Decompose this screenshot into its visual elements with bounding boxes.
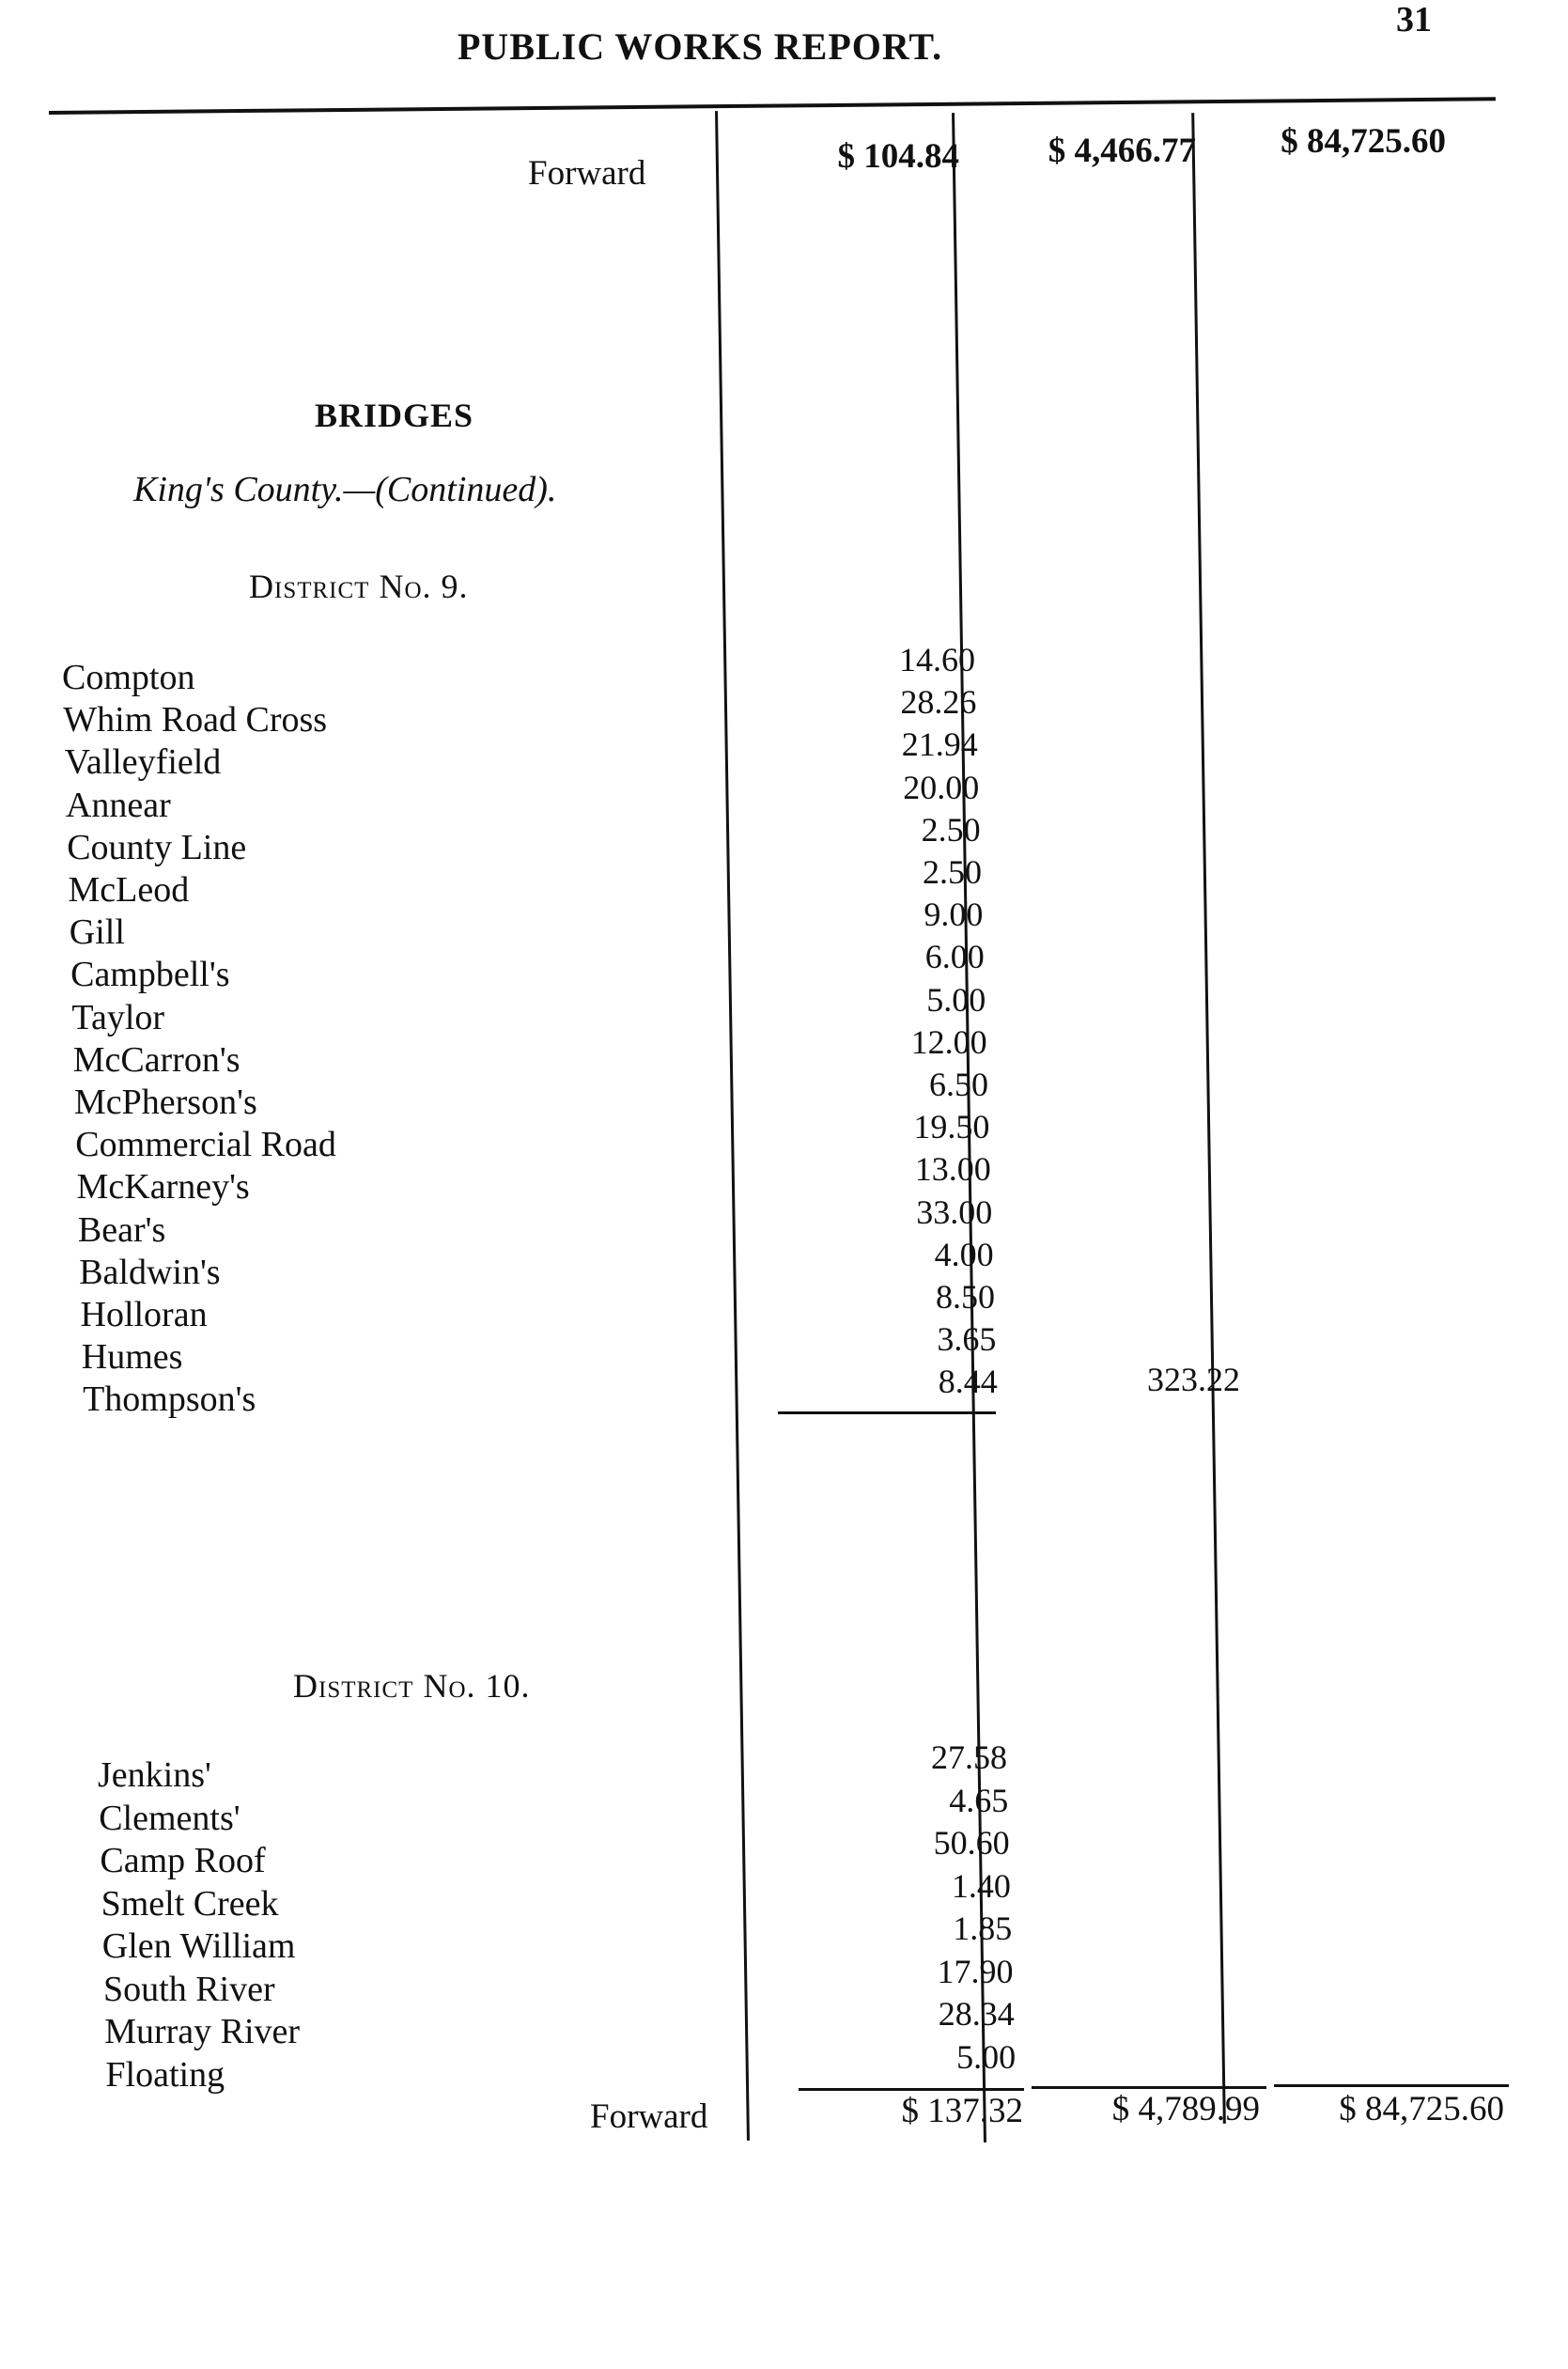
column-rule-3 (1191, 113, 1226, 2124)
forward-top-col1: $ 104.84 (837, 137, 959, 176)
list-item-label: Valleyfield (64, 742, 222, 783)
page-title: PUBLIC WORKS REPORT. (458, 25, 943, 68)
list-item-label: McCarron's (72, 1039, 241, 1080)
district-9-total: 323.22 (1147, 1361, 1240, 1398)
list-item-label: Whim Road Cross (63, 700, 328, 740)
district-9-subtotal-rule (778, 1411, 996, 1414)
list-item-label: Clements' (99, 1798, 241, 1838)
page-number: 31 (1396, 0, 1432, 39)
list-item-amount: 1.85 (953, 1909, 1013, 1947)
list-item-label: McKarney's (76, 1167, 250, 1208)
list-item-amount: 20.00 (903, 768, 980, 806)
forward-label-top: Forward (528, 154, 646, 193)
list-item-amount: 21.94 (901, 725, 978, 764)
list-item-amount: 8.50 (936, 1278, 995, 1316)
list-item-label: Campbell's (70, 955, 230, 995)
list-item-label: McLeod (68, 870, 190, 910)
list-item-label: McPherson's (74, 1083, 257, 1122)
list-item-amount: 17.90 (937, 1952, 1014, 1990)
list-item-amount: 1.40 (951, 1866, 1011, 1905)
list-item-label: Gill (69, 912, 125, 953)
section-title: BRIDGES (315, 397, 474, 434)
district-9-title: District No. 9. (249, 568, 469, 605)
list-item-amount: 8.44 (938, 1363, 998, 1401)
district-10-title: District No. 10. (293, 1667, 531, 1705)
list-item-label: Glen William (101, 1926, 296, 1966)
forward-bottom-col2: $ 4,789.99 (1111, 2090, 1260, 2128)
list-item-amount: 5.00 (956, 2037, 1017, 2076)
list-item-amount: 4.00 (934, 1235, 994, 1273)
forward-bottom-rule-1 (799, 2088, 1024, 2091)
forward-bottom-rule-3 (1274, 2084, 1509, 2087)
list-item-amount: 9.00 (924, 896, 984, 934)
list-item-amount: 28.26 (900, 683, 977, 722)
list-item-amount: 14.60 (899, 641, 975, 678)
list-item-label: Compton (62, 658, 195, 697)
list-item-amount: 13.00 (914, 1150, 991, 1189)
list-item-amount: 2.50 (921, 810, 981, 849)
forward-top-col3: $ 84,725.60 (1281, 122, 1446, 161)
forward-bottom-col1: $ 137.32 (901, 2092, 1023, 2130)
list-item-amount: 5.00 (926, 980, 986, 1019)
list-item-label: Baldwin's (79, 1252, 221, 1292)
list-item-amount: 2.50 (923, 853, 982, 891)
list-item-label: Taylor (71, 997, 165, 1037)
list-item-amount: 12.00 (910, 1022, 987, 1061)
list-item-label: Humes (81, 1337, 183, 1378)
list-item-label: Camp Roof (100, 1841, 266, 1880)
list-item-label: Commercial Road (75, 1125, 336, 1165)
forward-top-col2: $ 4,466.77 (1048, 132, 1196, 170)
list-item-label: Smelt Creek (101, 1883, 279, 1924)
list-item-amount: 19.50 (913, 1108, 990, 1146)
list-item-label: Bear's (77, 1209, 166, 1250)
list-item-label: Annear (65, 785, 171, 825)
header-rule (49, 97, 1496, 115)
list-item-amount: 4.65 (949, 1781, 1009, 1819)
forward-label-bottom: Forward (590, 2097, 708, 2136)
column-rule-1 (715, 111, 750, 2141)
list-item-label: Thompson's (83, 1379, 256, 1420)
list-item-label: South River (103, 1969, 275, 2009)
forward-bottom-rule-2 (1032, 2086, 1266, 2089)
list-item-amount: 6.00 (924, 938, 985, 976)
list-item-amount: 33.00 (916, 1192, 993, 1231)
list-item-amount: 28.34 (938, 1995, 1015, 2033)
county-subtitle: King's County.—(Continued). (133, 470, 557, 509)
list-item-label: Jenkins' (98, 1755, 211, 1795)
list-item-amount: 3.65 (937, 1320, 997, 1359)
list-item-label: Murray River (104, 2012, 301, 2051)
list-item-amount: 27.58 (931, 1738, 1007, 1776)
list-item-amount: 50.60 (933, 1824, 1010, 1862)
list-item-label: County Line (67, 827, 247, 867)
forward-bottom-col3: $ 84,725.60 (1339, 2090, 1504, 2128)
list-item-label: Floating (105, 2054, 225, 2095)
list-item-label: Holloran (80, 1295, 208, 1334)
list-item-amount: 6.50 (929, 1066, 988, 1103)
